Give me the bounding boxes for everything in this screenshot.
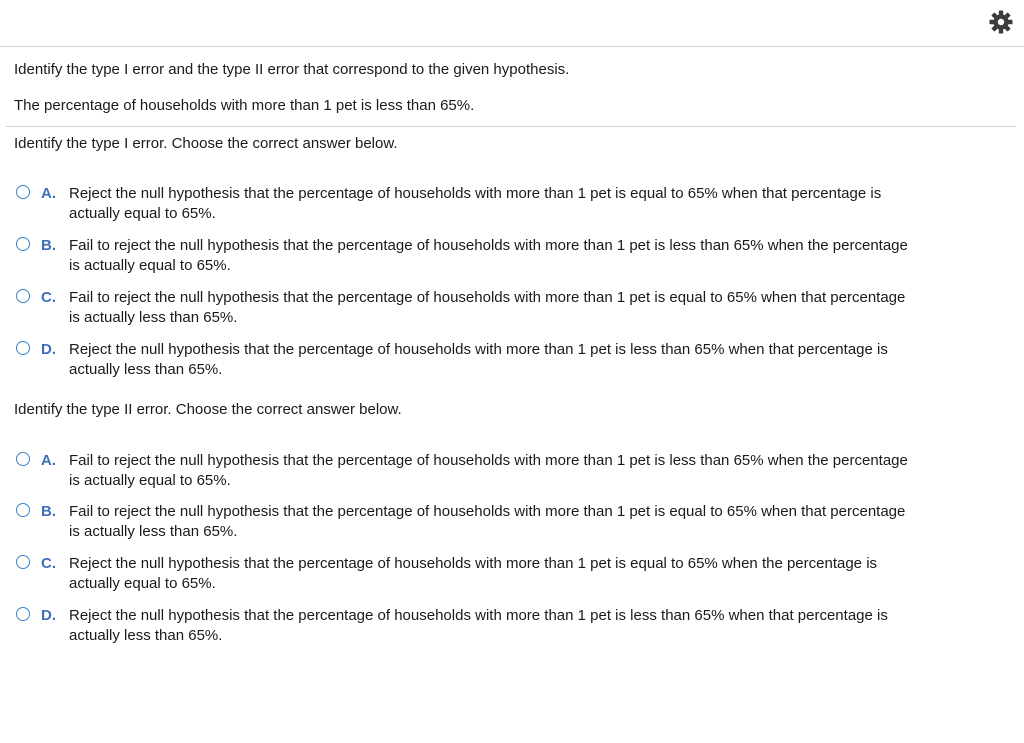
part2-prompt: Identify the type II error. Choose the correct answer below.: [14, 401, 402, 418]
option-letter: B.: [41, 503, 56, 520]
option-text-line: Reject the null hypothesis that the percentage of households with more than 1 pet is equal to 65% when the percentage is: [69, 555, 878, 572]
option-text-line: Fail to reject the null hypothesis that the percentage of households with more than 1 pet is equal to 65% when that percentage: [69, 289, 906, 306]
option-letter: A.: [41, 185, 56, 202]
option-letter: B.: [41, 237, 56, 254]
radio-button[interactable]: [16, 237, 30, 251]
option-text: [69, 184, 994, 224]
option-text-line: Reject the null hypothesis that the percentage of households with more than 1 pet is less than 65% when that percentage is: [69, 341, 888, 358]
option-text: [69, 288, 994, 328]
option-text-line: actually equal to 65%.: [69, 575, 216, 592]
option-text-line: Fail to reject the null hypothesis that the percentage of households with more than 1 pet is less than 65% when the percentage: [69, 452, 908, 469]
option-letter: C.: [41, 555, 56, 572]
top-bar: [0, 0, 1024, 47]
divider: [6, 126, 1016, 127]
radio-button[interactable]: [16, 607, 30, 621]
option-text: [69, 236, 994, 276]
radio-button[interactable]: [16, 555, 30, 569]
radio-button[interactable]: [16, 503, 30, 517]
radio-button[interactable]: [16, 289, 30, 303]
option-text-line: Fail to reject the null hypothesis that the percentage of households with more than 1 pet is less than 65% when the percentage: [69, 237, 908, 254]
option-text-line: is actually equal to 65%.: [69, 257, 231, 274]
option-text: [69, 606, 994, 646]
option-text-line: actually less than 65%.: [69, 627, 223, 644]
option-letter: A.: [41, 452, 56, 469]
option-text-line: is actually equal to 65%.: [69, 472, 231, 489]
question-instruction: Identify the type I error and the type II error that correspond to the given hypothesis.: [14, 61, 570, 78]
radio-button[interactable]: [16, 341, 30, 355]
option-text-line: Reject the null hypothesis that the percentage of households with more than 1 pet is equal to 65% when that percentage is: [69, 185, 882, 202]
option-text: [69, 554, 994, 594]
option-text-line: actually equal to 65%.: [69, 205, 216, 222]
option-text-line: actually less than 65%.: [69, 361, 223, 378]
option-text-line: is actually less than 65%.: [69, 523, 238, 540]
option-letter: D.: [41, 341, 56, 358]
option-text: [69, 502, 994, 542]
part1-prompt: Identify the type I error. Choose the correct answer below.: [14, 135, 398, 152]
option-text: [69, 451, 994, 491]
radio-button[interactable]: [16, 185, 30, 199]
option-text-line: Fail to reject the null hypothesis that the percentage of households with more than 1 pet is equal to 65% when that percentage: [69, 503, 906, 520]
radio-button[interactable]: [16, 452, 30, 466]
option-text-line: is actually less than 65%.: [69, 309, 238, 326]
option-text: [69, 340, 994, 380]
option-text-line: Reject the null hypothesis that the percentage of households with more than 1 pet is less than 65% when that percentage is: [69, 607, 888, 624]
option-letter: C.: [41, 289, 56, 306]
option-letter: D.: [41, 607, 56, 624]
question-hypothesis: The percentage of households with more than 1 pet is less than 65%.: [14, 97, 475, 114]
gear-icon[interactable]: [988, 9, 1014, 35]
